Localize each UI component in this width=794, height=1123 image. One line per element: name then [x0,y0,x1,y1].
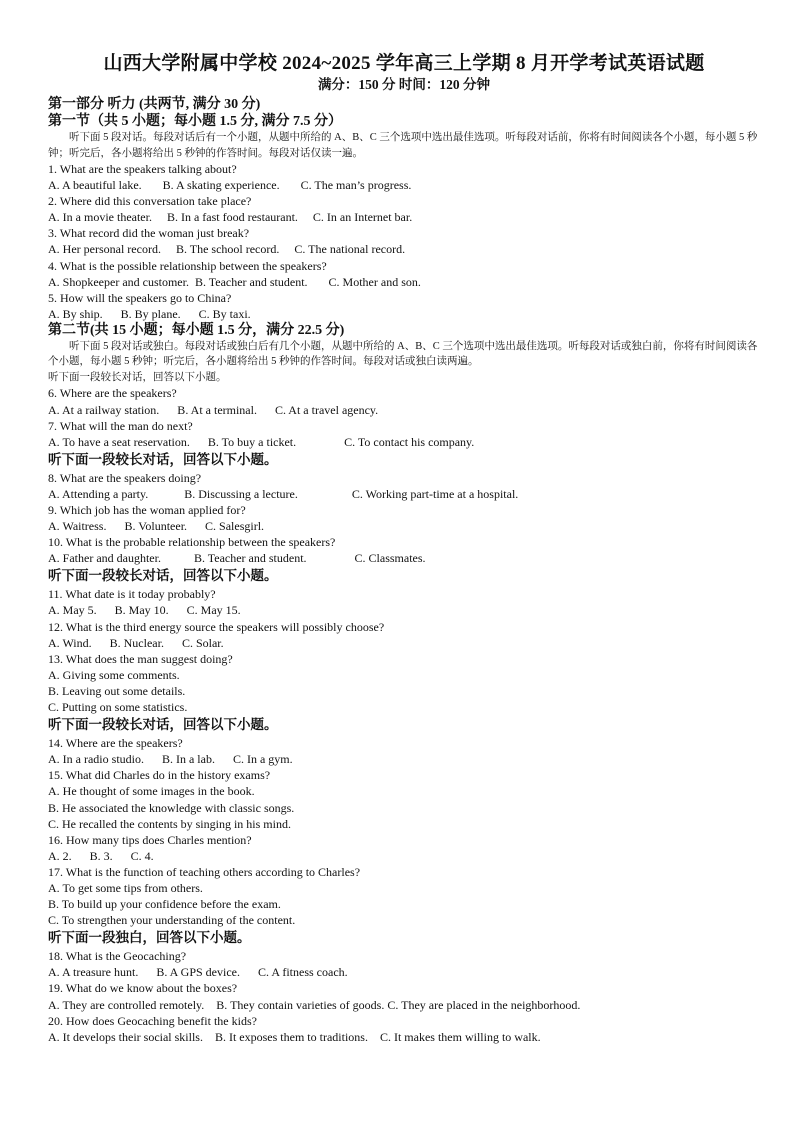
part-heading: 第一部分 听力 (共两节, 满分 30 分) [48,97,261,112]
question-text: 4. What is the possible relationship between the speakers? [48,258,327,273]
section2-first-prompt: 听下面一段较长对话，回答以下小题。 [48,371,227,383]
question-text: 18. What is the Geocaching? [48,949,187,964]
page-title: 山西大学附属中学校 2024~2025 学年高三上学期 8 月开学考试英语试题 [103,53,705,74]
answer-options: A. A treasure hunt. B. A GPS device. C. A fitness coach. [48,965,348,980]
answer-options: A. They are controlled remotely. B. They contain varieties of goods. C. They are placed in the neighborhood. [48,997,581,1012]
answer-options: A. He thought of some images in the book. [48,784,255,799]
exam-page [48,52,760,1045]
answer-options: A. Attending a party. B. Discussing a lecture. C. Working part-time at a hospital. [48,486,519,501]
listening-prompt: 听下面一段独白，回答以下小题。 [48,930,251,946]
section1-heading: 第一节（共 5 小题；每小题 1.5 分, 满分 7.5 分） [48,114,342,129]
answer-options: A. Wind. B. Nuclear. C. Solar. [48,635,224,650]
answer-options: C. To strengthen your understanding of the content. [48,913,296,928]
question-text: 17. What is the function of teaching others according to Charles? [48,864,361,879]
answer-options: A. Waitress. B. Volunteer. C. Salesgirl. [48,519,265,534]
answer-options: A. In a movie theater. B. In a fast food restaurant. C. In an Internet bar. [48,210,413,225]
page-subtitle: 满分：150 分 时间：120 分钟 [317,77,491,92]
answer-options: A. By ship. B. By plane. C. By taxi. [48,306,251,321]
question-text: 16. How many tips does Charles mention? [48,832,252,847]
question-text: 6. Where are the speakers? [48,386,177,401]
answer-options: A. Father and daughter. B. Teacher and student. C. Classmates. [48,551,426,566]
section1-questions [48,161,760,322]
answer-options: A. In a radio studio. B. In a lab. C. In a gym. [48,752,293,767]
answer-options: A. Shopkeeper and customer. B. Teacher and student. C. Mother and son. [48,274,421,289]
answer-options: A. Giving some comments. [48,667,180,682]
question-text: 7. What will the man do next? [48,418,193,433]
answer-options: A. May 5. B. May 10. C. May 15. [48,603,241,618]
answer-options: A. At a railway station. B. At a terminal. C. At a travel agency. [48,402,379,417]
answer-options: B. Leaving out some details. [48,683,186,698]
section2-heading: 第二节(共 15 小题；每小题 1.5 分，满分 22.5 分) [48,322,345,338]
question-text: 5. How will the speakers go to China? [48,290,232,305]
answer-options: A. It develops their social skills. B. It exposes them to traditions. C. It makes them willing to walk. [48,1029,541,1044]
question-text: 9. Which job has the woman applied for? [48,503,246,517]
section2-questions [48,385,760,1044]
answer-options: A. 2. B. 3. C. 4. [48,848,154,863]
question-text: 14. Where are the speakers? [48,736,183,751]
listening-prompt: 听下面一段较长对话，回答以下小题。 [48,717,278,733]
answer-options: A. A beautiful lake. B. A skating experience. C. The man’s progress. [48,178,412,193]
listening-prompt: 听下面一段较长对话，回答以下小题。 [48,568,278,584]
answer-options: B. To build up your confidence before the exam. [48,897,281,912]
answer-options: A. Her personal record. B. The school record. C. The national record. [48,242,406,257]
question-text: 10. What is the probable relationship between the speakers? [48,535,336,550]
question-text: 3. What record did the woman just break? [48,226,250,241]
answer-options: A. To get some tips from others. [48,880,203,895]
question-text: 19. What do we know about the boxes? [48,981,238,996]
question-text: 1. What are the speakers talking about? [48,162,237,176]
section1-instructions: 听下面 5 段对话。每段对话后有一个小题，从题中所给的 A、B、C 三个选项中选出最佳选项。听每段对话前，你将有时间阅读各个小题，每小题 5 秒钟；听完后，各小题将给出 5 秒钟的作答时间。每段对话仅读一遍。 [48,132,758,159]
question-text: 20. How does Geocaching benefit the kids? [48,1013,257,1028]
question-text: 11. What date is it today probably? [48,587,216,602]
listening-prompt: 听下面一段较长对话，回答以下小题。 [48,451,278,467]
question-text: 15. What did Charles do in the history exams? [48,768,271,783]
question-text: 12. What is the third energy source the speakers will possibly choose? [48,619,385,634]
question-text: 8. What are the speakers doing? [48,470,202,485]
section2-instructions: 听下面 5 段对话或独白。每段对话或独白后有几个小题，从题中所给的 A、B、C 三个选项中选出最佳选项。听每段对话或独白前，你将有时间阅读各个小题，每小题 5 秒钟；听完后，各小题将给出 5 秒钟的作答时间。每段对话或独白读两遍。 [48,340,758,368]
question-text: 2. Where did this conversation take place? [48,194,252,209]
answer-options: A. To have a seat reservation. B. To buy a ticket. C. To contact his company. [48,434,475,449]
answer-options: C. Putting on some statistics. [48,700,188,715]
question-text: 13. What does the man suggest doing? [48,651,233,666]
answer-options: C. He recalled the contents by singing in his mind. [48,816,291,831]
answer-options: B. He associated the knowledge with classic songs. [48,800,295,815]
